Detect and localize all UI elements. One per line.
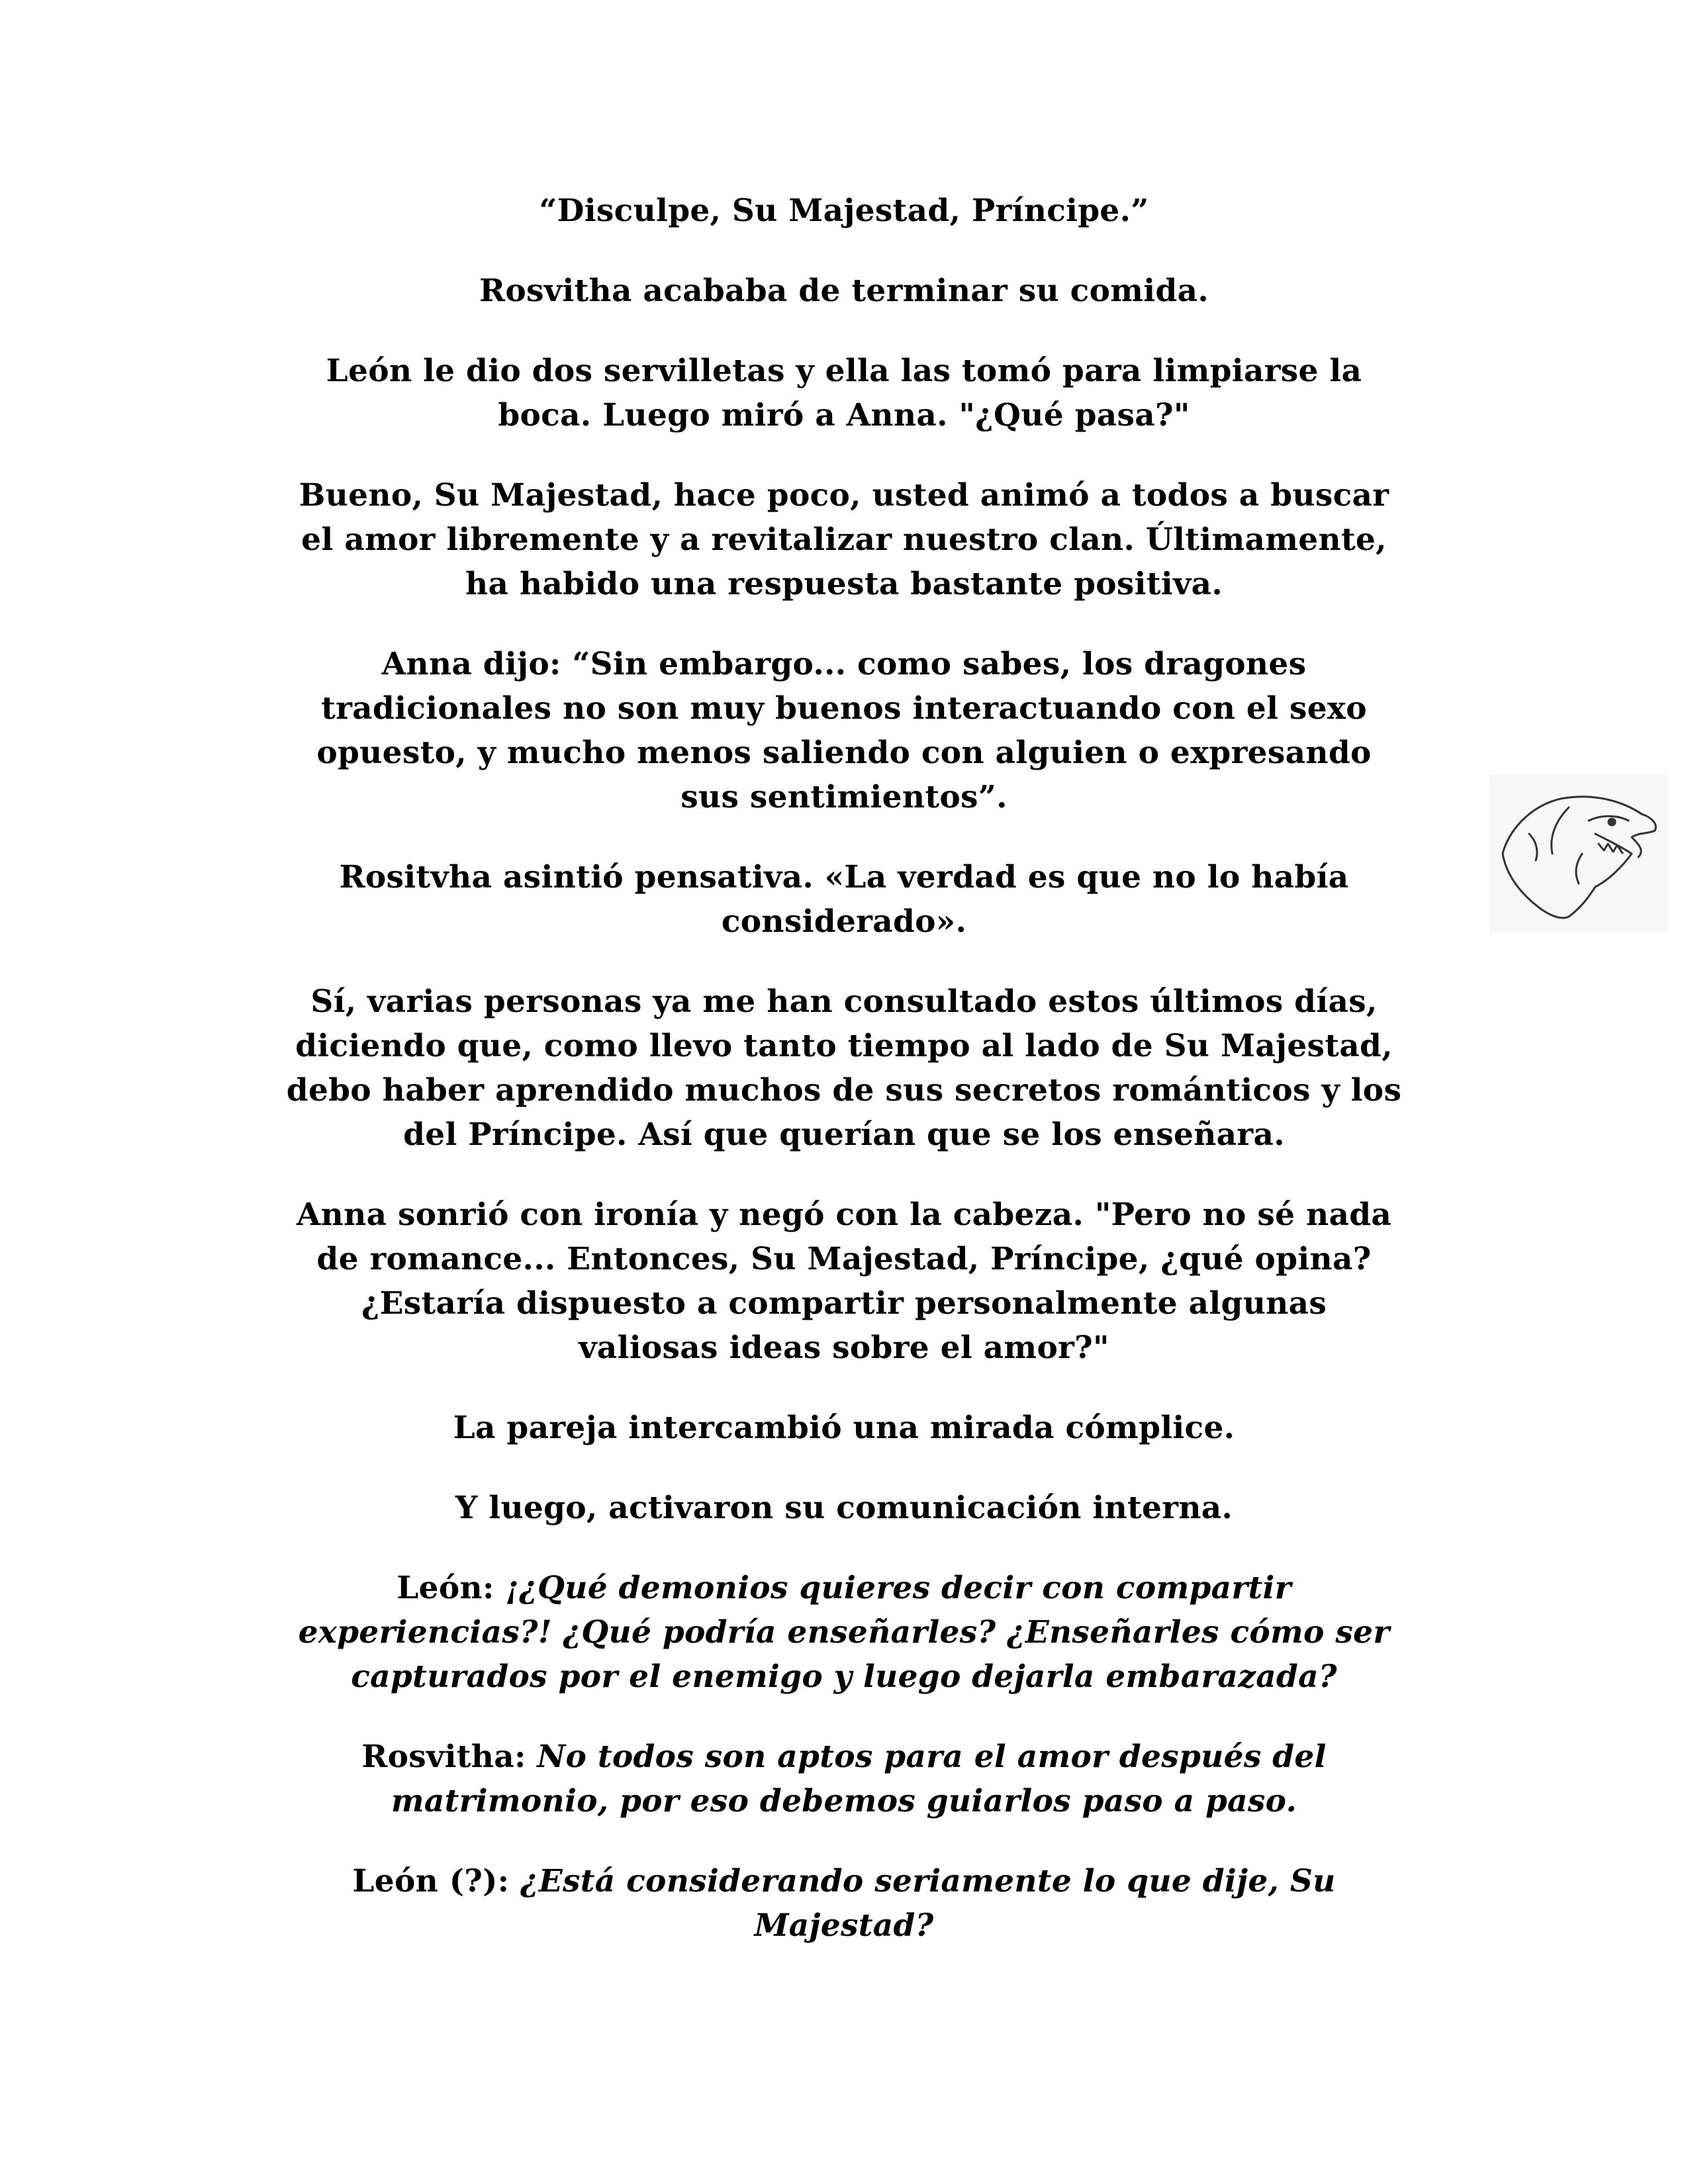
speaker-name: León: bbox=[397, 1570, 494, 1606]
paragraph bbox=[218, 269, 1470, 313]
inner-thought: Majestad? bbox=[754, 1907, 934, 1944]
inner-thought: No todos son aptos para el amor después del bbox=[526, 1739, 1327, 1775]
text-line: ¿Estaría dispuesto a compartir personalmente algunas bbox=[361, 1285, 1327, 1322]
text-line: sus sentimientos”. bbox=[680, 779, 1008, 815]
inner-thought: ¿Está considerando seriamente lo que dije, Su bbox=[509, 1863, 1336, 1899]
text-line bbox=[218, 1735, 1470, 1779]
text-line: diciendo que, como llevo tanto tiempo al lado de Su Majestad, bbox=[295, 1028, 1393, 1064]
paragraph bbox=[218, 642, 1470, 819]
dialogue-paragraph bbox=[218, 1859, 1470, 1948]
inner-thought: capturados por el enemigo y luego dejarla embarazada? bbox=[351, 1659, 1337, 1695]
text-line: Anna sonrió con ironía y negó con la cabeza. "Pero no sé nada bbox=[296, 1197, 1392, 1233]
text-line: Y luego, activaron su comunicación interna. bbox=[455, 1490, 1233, 1526]
inner-thought: matrimonio, por eso debemos guiarlos paso a paso. bbox=[391, 1783, 1297, 1819]
text-line: “Disculpe, Su Majestad, Príncipe.” bbox=[539, 193, 1149, 229]
text-line: el amor libremente y a revitalizar nuestro clan. Últimamente, bbox=[301, 522, 1387, 558]
text-line: Bueno, Su Majestad, hace poco, usted animó a todos a buscar bbox=[299, 477, 1389, 514]
text-line: valiosas ideas sobre el amor?" bbox=[579, 1330, 1109, 1366]
paragraph bbox=[218, 1193, 1470, 1370]
speaker-name: Rosvitha: bbox=[361, 1739, 526, 1775]
text-line: Rositvha asintió pensativa. «La verdad es que no lo había bbox=[339, 859, 1349, 895]
paragraph bbox=[218, 189, 1470, 233]
text-line: La pareja intercambió una mirada cómplice. bbox=[453, 1410, 1235, 1446]
paragraph bbox=[218, 1406, 1470, 1450]
paragraph bbox=[218, 855, 1470, 944]
text-line: Rosvitha acababa de terminar su comida. bbox=[479, 273, 1209, 309]
text-line bbox=[218, 1566, 1470, 1610]
text-line: Anna dijo: “Sin embargo... como sabes, los dragones bbox=[381, 646, 1307, 682]
paragraph bbox=[218, 979, 1470, 1157]
text-line: boca. Luego miró a Anna. "¿Qué pasa?" bbox=[498, 397, 1190, 433]
inner-thought: ¡¿Qué demonios quieres decir con compartir bbox=[494, 1570, 1291, 1606]
text-line: ha habido una respuesta bastante positiva. bbox=[465, 566, 1223, 602]
paragraph bbox=[218, 473, 1470, 606]
text-line: tradicionales no son muy buenos interactuando con el sexo bbox=[321, 690, 1367, 727]
text-line: Sí, varias personas ya me han consultado estos últimos días, bbox=[310, 983, 1378, 1020]
dinosaur-sketch-icon bbox=[1489, 774, 1668, 933]
text-line: debo haber aprendido muchos de sus secretos románticos y los bbox=[286, 1072, 1402, 1109]
dialogue-paragraph bbox=[218, 1566, 1470, 1699]
document-body bbox=[218, 189, 1470, 1983]
text-line: León le dio dos servilletas y ella las tomó para limpiarse la bbox=[326, 353, 1362, 389]
text-line: de romance... Entonces, Su Majestad, Príncipe, ¿qué opina? bbox=[316, 1241, 1372, 1277]
text-line bbox=[218, 1859, 1470, 1903]
speaker-name: León (?): bbox=[352, 1863, 510, 1899]
text-line: considerado». bbox=[721, 903, 967, 940]
text-line: opuesto, y mucho menos saliendo con alguien o expresando bbox=[316, 735, 1372, 771]
text-line: del Príncipe. Así que querían que se los enseñara. bbox=[403, 1116, 1285, 1153]
inner-thought: experiencias?! ¿Qué podría enseñarles? ¿Enseñarles cómo ser bbox=[298, 1614, 1390, 1651]
paragraph bbox=[218, 1486, 1470, 1530]
dialogue-paragraph bbox=[218, 1735, 1470, 1823]
paragraph bbox=[218, 349, 1470, 437]
